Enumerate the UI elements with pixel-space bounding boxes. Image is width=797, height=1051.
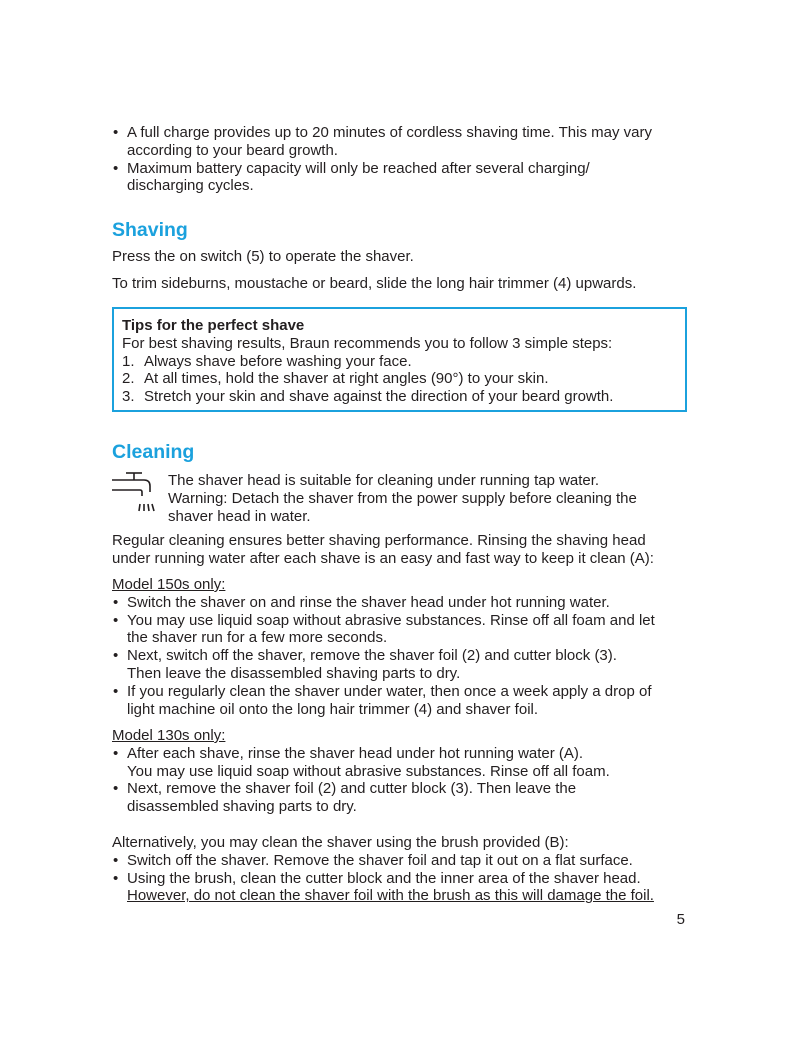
list-item — [112, 683, 712, 719]
page-number: 5 — [676, 911, 685, 928]
text: • Maximum battery capacity will only be reached after several charging/ — [127, 159, 590, 177]
brush-cleaning-section — [112, 834, 712, 905]
text: Warning: Detach the shaver from the power supply before cleaning the — [168, 489, 637, 507]
tips-title: Tips for the perfect shave — [122, 317, 305, 334]
text: Alternatively, you may clean the shaver using the brush provided (B): — [112, 834, 569, 851]
tips-box — [112, 307, 687, 412]
text: disassembled shaving parts to dry. — [127, 798, 357, 816]
cleaning-heading: Cleaning — [112, 441, 195, 463]
tap-water-note — [168, 472, 688, 525]
list-item — [112, 647, 712, 683]
text: according to your beard growth. — [127, 141, 338, 159]
text: • After each shave, rinse the shaver head under hot running water (A). — [127, 744, 584, 762]
text: the shaver run for a few more seconds. — [127, 629, 388, 647]
text: under running water after each shave is an easy and fast way to keep it clean (A): — [112, 549, 654, 567]
step-number: 2. — [122, 370, 135, 388]
text: • You may use liquid soap without abrasive substances. Rinse off all foam and let — [127, 611, 655, 629]
list-item — [112, 870, 712, 906]
list-item — [112, 852, 712, 870]
text: • Switch off the shaver. Remove the shaver foil and tap it out on a flat surface. — [127, 851, 633, 869]
shaving-paragraph: Press the on switch (5) to operate the shaver. — [112, 248, 414, 265]
text: • Switch the shaver on and rinse the shaver head under hot running water. — [127, 593, 610, 611]
text: • Next, switch off the shaver, remove the shaver foil (2) and cutter block (3). — [127, 647, 617, 665]
list-item — [112, 160, 692, 196]
model-150s-section — [112, 576, 712, 718]
shaving-heading: Shaving — [112, 219, 188, 241]
model-label: Model 150s only: — [112, 576, 226, 593]
list-item — [112, 124, 692, 160]
list-item — [112, 612, 712, 648]
shaving-paragraph: To trim sideburns, moustache or beard, slide the long hair trimmer (4) upwards. — [112, 275, 637, 292]
step-number: 3. — [122, 388, 135, 406]
text: Regular cleaning ensures better shaving performance. Rinsing the shaving head — [112, 532, 646, 549]
model-130s-section — [112, 727, 712, 816]
list-item — [112, 745, 712, 781]
text: light machine oil onto the long hair trimmer (4) and shaver foil. — [127, 700, 539, 718]
list-item — [112, 780, 712, 816]
text: The shaver head is suitable for cleaning under running tap water. — [168, 472, 600, 489]
regular-cleaning-text — [112, 532, 712, 568]
step-text: At all times, hold the shaver at right angles (90°) to your skin. — [144, 370, 549, 388]
text: Then leave the disassembled shaving parts to dry. — [127, 664, 461, 682]
tip-step — [122, 370, 685, 388]
text: discharging cycles. — [127, 177, 254, 195]
intro-bullets — [112, 124, 692, 195]
text: • If you regularly clean the shaver under water, then once a week apply a drop of — [127, 682, 652, 700]
step-text: Stretch your skin and shave against the direction of your beard growth. — [144, 388, 614, 406]
tap-water-icon — [112, 470, 158, 514]
text: • Next, remove the shaver foil (2) and cutter block (3). Then leave the — [127, 780, 577, 798]
model-label: Model 130s only: — [112, 727, 226, 744]
text: You may use liquid soap without abrasive substances. Rinse off all foam. — [127, 762, 610, 780]
step-number: 1. — [122, 352, 135, 370]
step-text: Always shave before washing your face. — [144, 352, 412, 370]
text: • A full charge provides up to 20 minutes of cordless shaving time. This may vary — [127, 124, 652, 141]
tip-step — [122, 388, 685, 406]
tips-intro: For best shaving results, Braun recommends you to follow 3 simple steps: — [122, 334, 613, 352]
list-item — [112, 594, 712, 612]
text: shaver head in water. — [168, 507, 311, 525]
tip-step — [122, 353, 685, 371]
foil-warning: However, do not clean the shaver foil with the brush as this will damage the foil. — [127, 887, 654, 905]
text: • Using the brush, clean the cutter block and the inner area of the shaver head. — [127, 869, 641, 887]
